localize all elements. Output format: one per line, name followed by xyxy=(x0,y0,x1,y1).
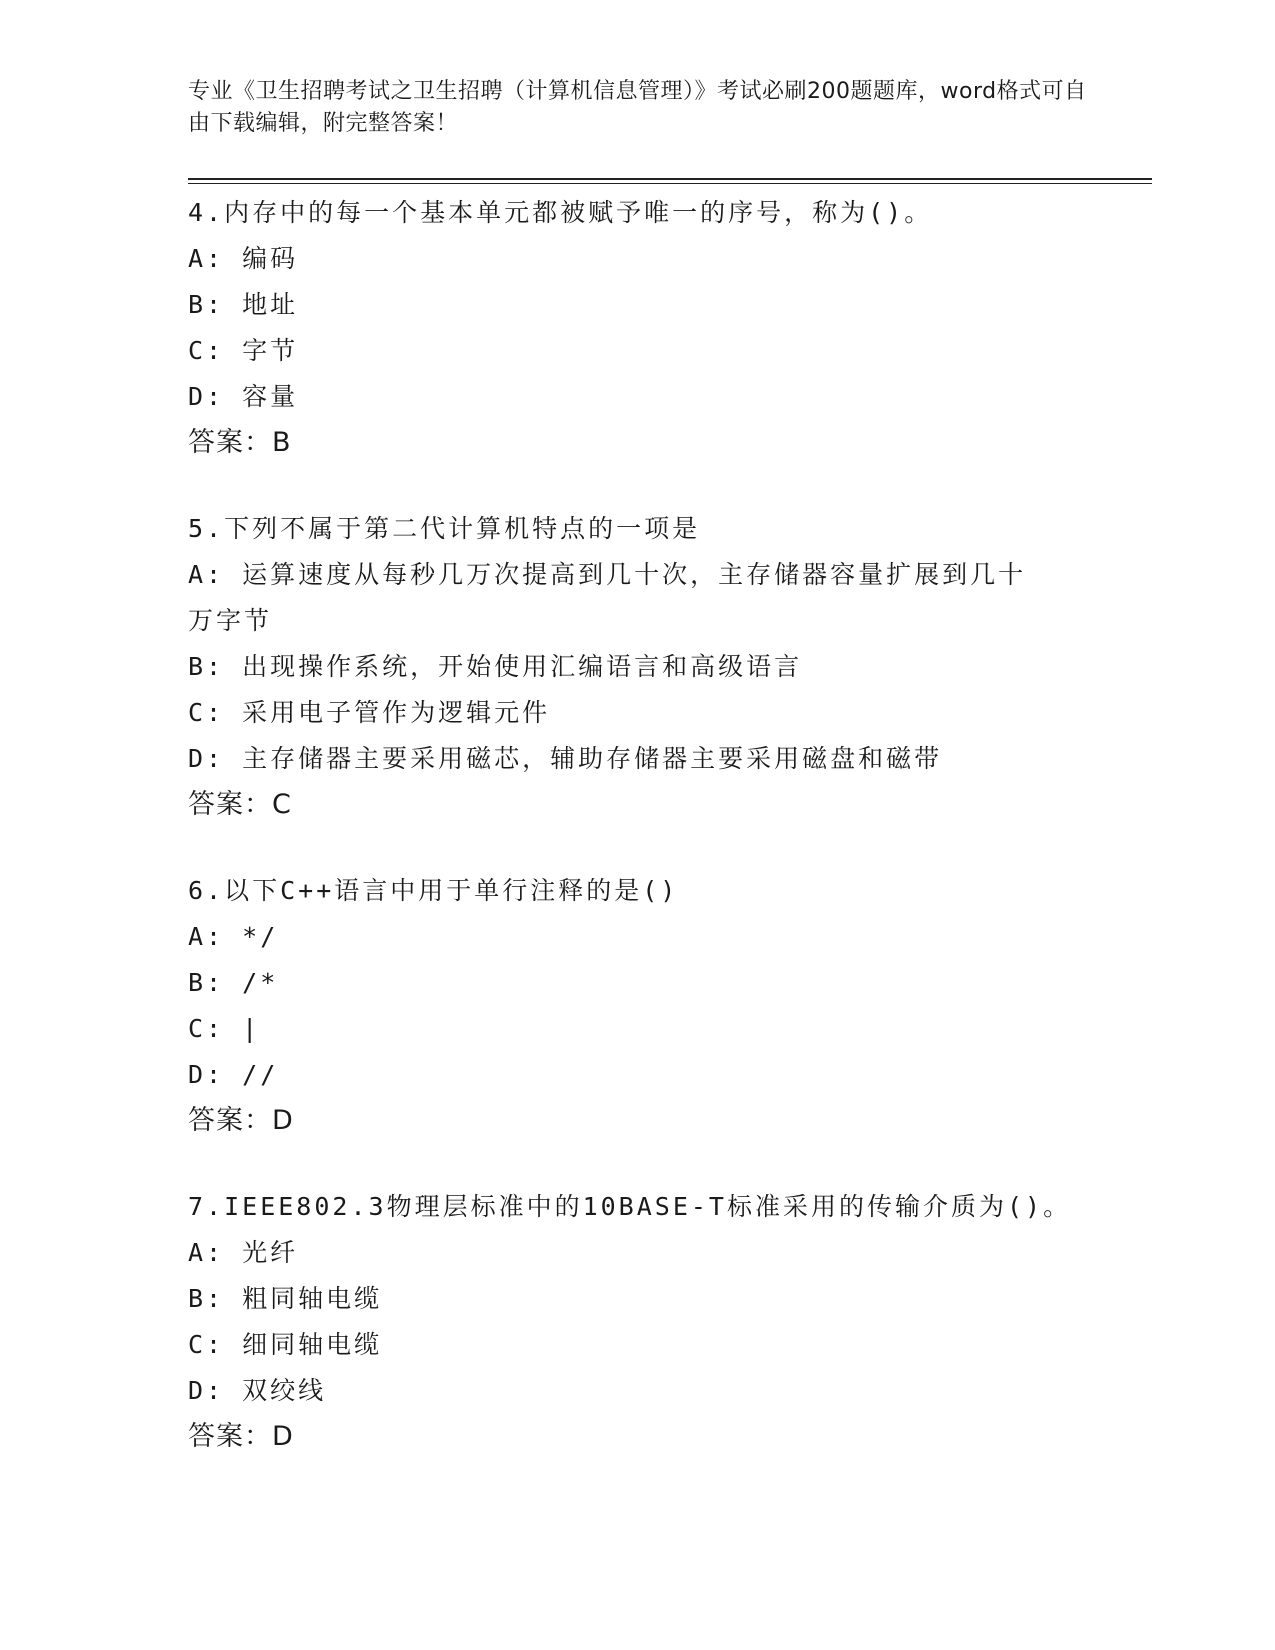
option-d: D: 主存储器主要采用磁芯，辅助存储器主要采用磁盘和磁带 xyxy=(188,744,943,773)
option-b: B: 地址 xyxy=(188,290,299,319)
question-7 xyxy=(188,1184,1088,1460)
question-stem: 7.IEEE802.3物理层标准中的10BASE-T标准采用的传输介质为()。 xyxy=(188,1192,1072,1221)
option-d: D: 双绞线 xyxy=(188,1376,327,1405)
option-d: D: 容量 xyxy=(188,382,299,411)
option-c: C: | xyxy=(188,1014,261,1043)
option-c: C: 采用电子管作为逻辑元件 xyxy=(188,698,551,727)
answer-label: 答案：D xyxy=(188,1421,294,1452)
question-stem: 6.以下C++语言中用于单行注释的是() xyxy=(188,876,679,905)
option-b: B: 粗同轴电缆 xyxy=(188,1284,383,1313)
option-a: A: 运算速度从每秒几万次提高到几十次，主存储器容量扩展到几十万字节 xyxy=(188,560,1027,635)
answer-label: 答案：C xyxy=(188,789,292,820)
question-list xyxy=(188,190,1088,1460)
question-stem: 5.下列不属于第二代计算机特点的一项是 xyxy=(188,514,701,543)
option-a: A: 编码 xyxy=(188,244,299,273)
answer-label: 答案：D xyxy=(188,1105,294,1136)
document-header: 专业《卫生招聘考试之卫生招聘（计算机信息管理）》考试必刷200题题库，word格式可自由下载编辑，附完整答案！ xyxy=(188,79,1087,136)
header-divider-thick xyxy=(188,178,1152,180)
option-d: D: // xyxy=(188,1060,279,1089)
option-b: B: /* xyxy=(188,968,279,997)
option-b: B: 出现操作系统，开始使用汇编语言和高级语言 xyxy=(188,652,803,681)
header-divider-thin xyxy=(188,183,1152,184)
question-spacer xyxy=(188,466,1088,506)
answer-label: 答案：B xyxy=(188,427,292,458)
question-spacer xyxy=(188,828,1088,868)
option-c: C: 细同轴电缆 xyxy=(188,1330,383,1359)
question-6 xyxy=(188,868,1088,1144)
option-a: A: 光纤 xyxy=(188,1238,299,1267)
question-4 xyxy=(188,190,1088,466)
option-a: A: */ xyxy=(188,922,279,951)
question-5 xyxy=(188,506,1088,828)
question-spacer xyxy=(188,1144,1088,1184)
option-c: C: 字节 xyxy=(188,336,299,365)
question-stem: 4.内存中的每一个基本单元都被赋予唯一的序号，称为()。 xyxy=(188,198,933,227)
